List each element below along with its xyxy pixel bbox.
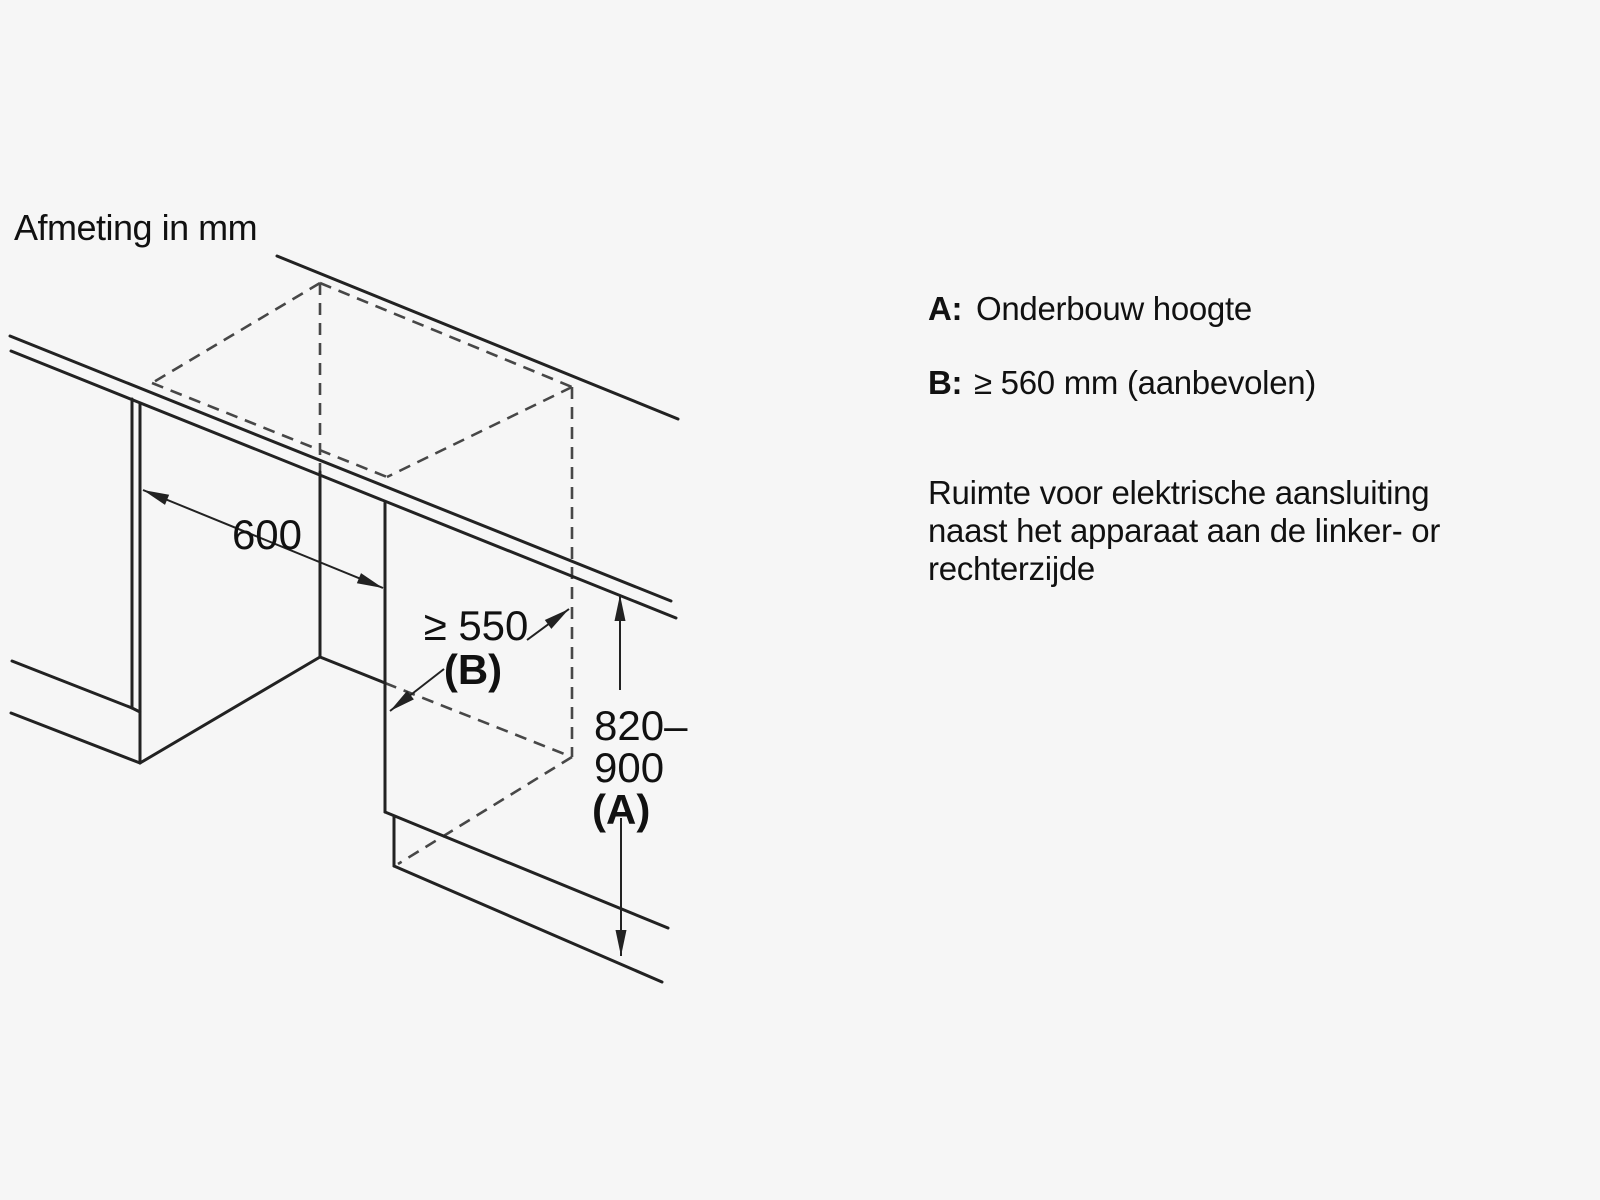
depth-dimension-letter: (B) <box>443 646 503 693</box>
note-line-1: Ruimte voor elektrische aansluiting <box>928 474 1430 511</box>
left-cabinet-base-line-lower <box>11 713 140 763</box>
height-dimension-line2: 900 <box>594 744 665 791</box>
height-dimension-letter: (A) <box>592 786 651 833</box>
left-cabinet-base-line-upper <box>12 661 132 708</box>
niche-hidden-edges <box>152 283 572 864</box>
niche-top-back-edge <box>320 283 572 387</box>
niche-top-right-depth-edge <box>387 387 572 477</box>
niche-bottom-back-edge-visible <box>320 657 385 683</box>
niche-bottom-right-depth-edge <box>398 757 572 864</box>
height-dimension-line1: 820– <box>594 702 688 749</box>
depth-550-leader-to-front-panel <box>390 669 444 711</box>
depth-dimension-label: ≥ 550 <box>423 602 529 649</box>
niche-floor-left-depth-edge <box>140 657 320 763</box>
legend-a-prefix: A: <box>928 290 963 327</box>
legend <box>928 290 1440 587</box>
niche-top-front-edge <box>152 383 387 477</box>
note-line-2: naast het apparaat aan de linker- or <box>928 512 1441 549</box>
legend-b-prefix: B: <box>928 364 963 401</box>
countertop-front-edge-bottom <box>11 351 676 618</box>
countertop-back-edge <box>277 256 678 419</box>
legend-a-text: Onderbouw hoogte <box>976 290 1252 327</box>
niche-top-left-depth-edge <box>152 283 320 383</box>
drawing-units-title: Afmeting in mm <box>14 207 258 248</box>
width-dimension-label: 600 <box>231 511 303 558</box>
depth-550-leader-to-back-edge <box>527 609 569 640</box>
note-line-3: rechterzijde <box>928 550 1095 587</box>
legend-b-text: ≥ 560 mm (aanbevolen) <box>974 364 1316 401</box>
dimension-arrows <box>143 490 621 956</box>
cabinet-solid-edges <box>10 256 678 982</box>
